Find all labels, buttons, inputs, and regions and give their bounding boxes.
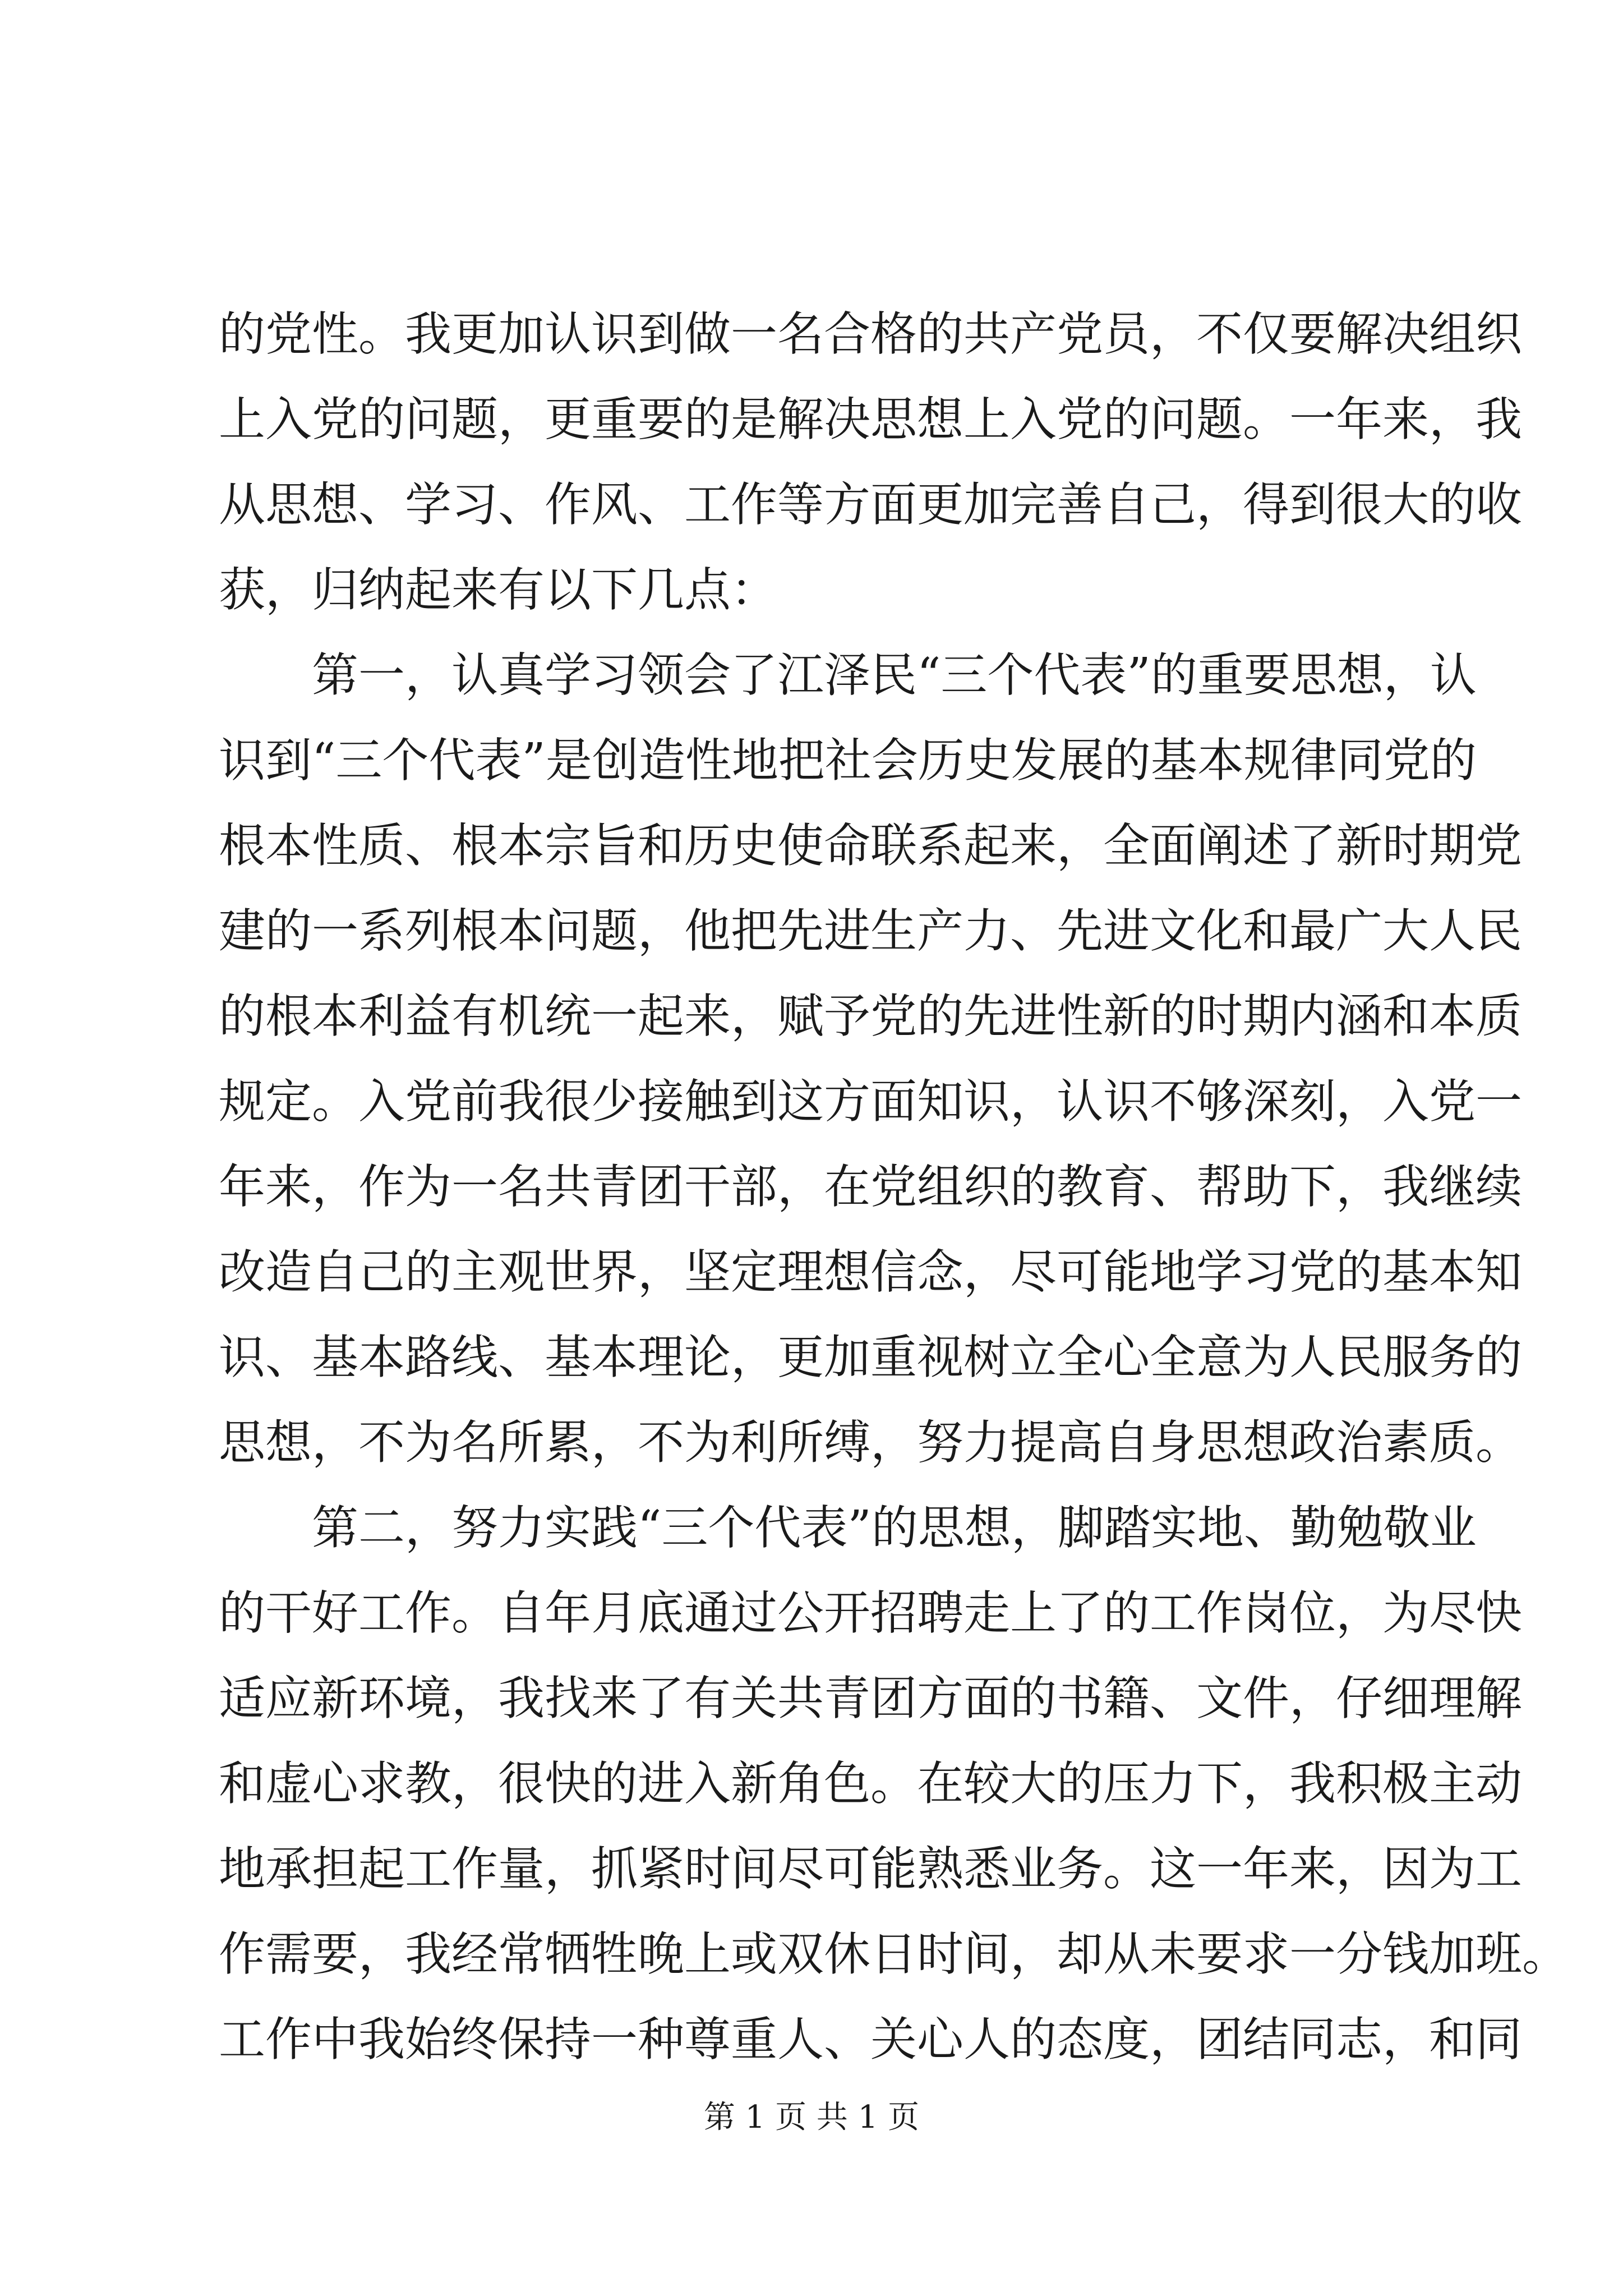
paragraph-first-line: 第二，努力实践“三个代表”的思想，脚踏实地、勤勉敬业 (312, 1501, 1477, 1555)
text-line: 和虚心求教，很快的进入新角色。在较大的压力下，我积极主动 (219, 1756, 1522, 1811)
page-footer: 第 1 页 共 1 页 (703, 2099, 920, 2136)
text-line: 的党性。我更加认识到做一名合格的共产党员，不仅要解决组织 (219, 307, 1522, 361)
text-line: 建的一系列根本问题，他把先进生产力、先进文化和最广大人民 (219, 904, 1522, 958)
text-line: 根本性质、根本宗旨和历史使命联系起来，全面阐述了新时期党 (219, 818, 1522, 873)
text-line: 作需要，我经常牺牲晚上或双休日时间，却从未要求一分钱加班。 (219, 1927, 1569, 1981)
text-line: 的干好工作。自年月底通过公开招聘走上了的工作岗位，为尽快 (219, 1586, 1522, 1640)
text-line: 工作中我始终保持一种尊重人、关心人的态度，团结同志，和同 (219, 2012, 1522, 2067)
document-body (219, 292, 1569, 2082)
text-line: 识、基本路线、基本理论，更加重视树立全心全意为人民服务的 (219, 1330, 1522, 1384)
text-line: 地承担起工作量，抓紧时间尽可能熟悉业务。这一年来，因为工 (219, 1842, 1522, 1896)
text-line: 上入党的问题，更重要的是解决思想上入党的问题。一年来，我 (219, 392, 1522, 447)
text-line: 识到“三个代表”是创造性地把社会历史发展的基本规律同党的 (219, 733, 1477, 788)
text-line: 年来，作为一名共青团干部，在党组织的教育、帮助下，我继续 (219, 1159, 1522, 1214)
text-line: 思想，不为名所累，不为利所缚，努力提高自身思想政治素质。 (219, 1415, 1522, 1470)
text-line: 规定。入党前我很少接触到这方面知识，认识不够深刻，入党一 (219, 1074, 1522, 1129)
text-line: 改造自己的主观世界，坚定理想信念，尽可能地学习党的基本知 (219, 1245, 1522, 1299)
paragraph-first-line: 第一，认真学习领会了江泽民“三个代表”的重要思想，认 (312, 648, 1477, 702)
text-line: 从思想、学习、作风、工作等方面更加完善自己，得到很大的收 (219, 477, 1522, 532)
text-line: 适应新环境，我找来了有关共青团方面的书籍、文件，仔细理解 (219, 1671, 1522, 1726)
text-line: 获，归纳起来有以下几点： (219, 563, 777, 617)
text-line: 的根本利益有机统一起来，赋予党的先进性新的时期内涵和本质 (219, 989, 1522, 1043)
